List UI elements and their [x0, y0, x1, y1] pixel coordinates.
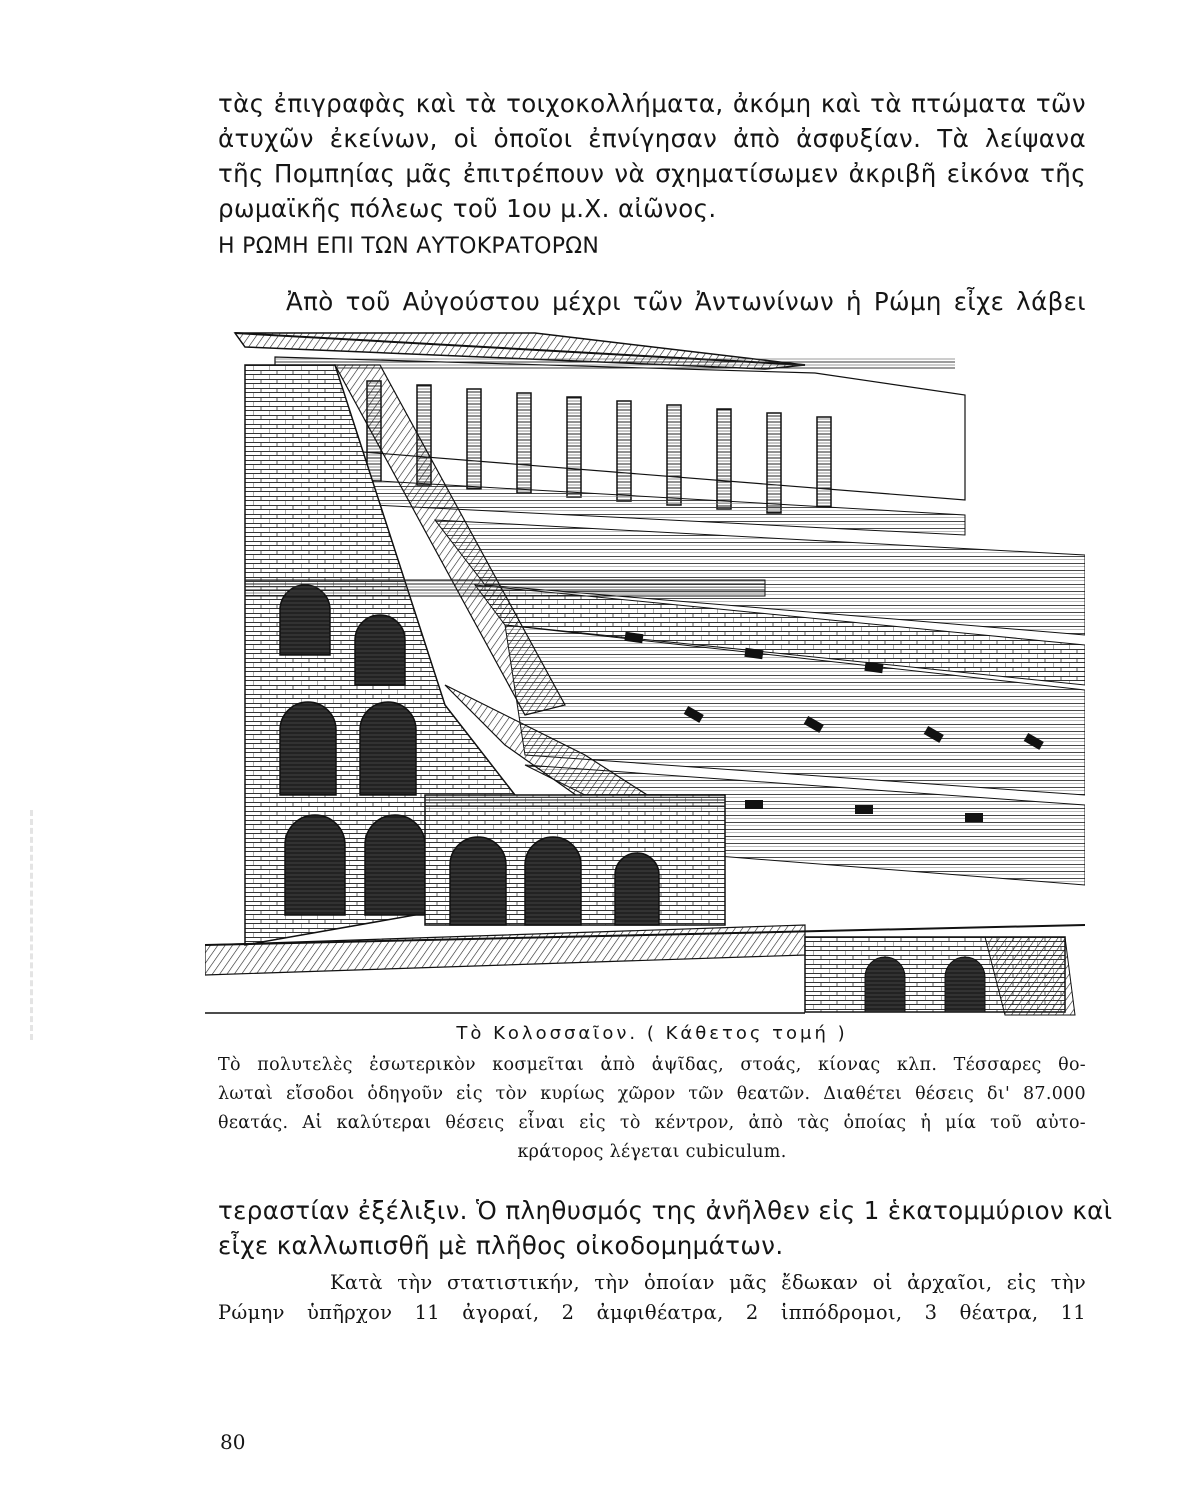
hypogeum-block	[805, 937, 1075, 1015]
figure-caption-title: Τὸ Κολοσσαῖον. ( Κάθετος τομή )	[456, 1023, 848, 1044]
after-figure-paragraph	[218, 1193, 1113, 1263]
text-line: ρωμαϊκῆς πόλεως τοῦ 1ου μ.Χ. αἰῶνος.	[218, 194, 717, 223]
figure-caption-body	[218, 1051, 1086, 1167]
caption-line: θεατάς. Αἱ καλύτεραι θέσεις εἶναι εἰς τὸ κέντρον, ἀπὸ τὰς ὁποίας ἡ μία τοῦ αὐτο-	[218, 1113, 1086, 1133]
text-line: ἀτυχῶν ἐκείνων, οἱ ὁποῖοι ἐπνίγησαν ἀπὸ ἀσφυξίαν. Τὰ λείψανα	[218, 124, 1086, 153]
bleed-through-mark	[30, 810, 57, 1040]
caption-line: Τὸ πολυτελὲς ἐσωτερικὸν κοσμεῖται ἀπὸ ἁψῖδας, στοάς, κίονας κλπ. Τέσσαρες θο-	[218, 1055, 1086, 1075]
page-number: 80	[220, 1430, 246, 1454]
section-heading: Η ΡΩΜΗ ΕΠΙ ΤΩΝ ΑΥΤΟΚΡΑΤΟΡΩΝ	[218, 234, 600, 259]
text-line: εἶχε καλλωπισθῆ μὲ πλῆθος οἰκοδομημάτων.	[218, 1231, 784, 1260]
text-line: τῆς Πομπηίας μᾶς ἐπιτρέπουν νὰ σχηματίσωμεν ἀκριβῆ εἰκόνα τῆς	[218, 159, 1086, 188]
colosseum-section-illustration	[205, 325, 1085, 1020]
text-line: τὰς ἐπιγραφὰς καὶ τὰ τοιχοκολλήματα, ἀκόμη καὶ τὰ πτώματα τῶν	[218, 89, 1086, 118]
text-line: τεραστίαν ἐξέλιξιν. Ὁ πληθυσμός της ἀνῆλθεν εἰς 1 ἑκατομμύριον καὶ	[218, 1196, 1113, 1225]
top-paragraph	[218, 86, 1086, 226]
section-intro	[218, 284, 1086, 319]
text-line: Ρώμην ὑπῆρχον 11 ἀγοραί, 2 ἀμφιθέατρα, 2 ἱππόδρομοι, 3 θέατρα, 11	[218, 1301, 1086, 1324]
statistics-paragraph	[218, 1268, 1086, 1328]
text-line: Κατὰ τὴν στατιστικήν, τὴν ὁποίαν μᾶς ἔδωκαν οἱ ἀρχαῖοι, εἰς τὴν	[330, 1271, 1086, 1294]
text-line: Ἀπὸ τοῦ Αὐγούστου μέχρι τῶν Ἀντωνίνων ἡ Ρώμη εἶχε λάβει	[286, 287, 1086, 316]
podium-arcade	[425, 795, 725, 925]
caption-line: λωταὶ εἴσοδοι ὁδηγοῦν εἰς τὸν κυρίως χῶρον τῶν θεατῶν. Διαθέτει θέσεις δι' 87.000	[218, 1084, 1086, 1104]
caption-line: κράτορος λέγεται cubiculum.	[517, 1142, 787, 1162]
